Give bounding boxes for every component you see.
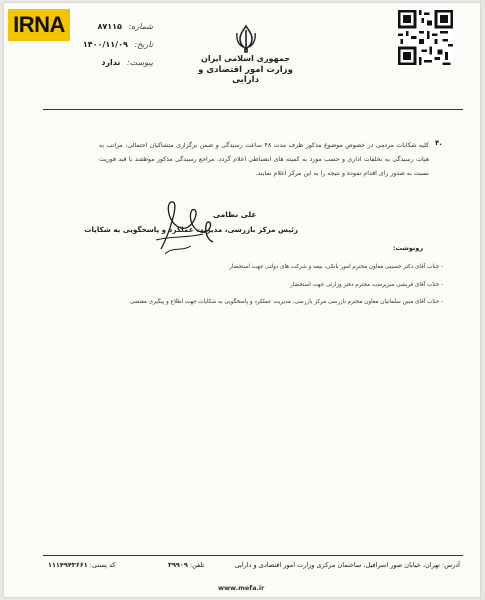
footer-divider bbox=[43, 555, 463, 556]
signer-name: علی نظامی bbox=[213, 210, 257, 219]
attachment-value: ندارد bbox=[101, 58, 121, 67]
republic-name: جمهوری اسلامی ایران bbox=[201, 54, 290, 63]
letter-number-row bbox=[98, 22, 153, 31]
letter-body: کلیه شکایات مردمی در خصوص موضوع مذکور ظرف مدت ۴۸ ساعت رسیدگی و ضمن برگزاری متشاکیان احتمالی، مراتب به هیات رسیدگی به تخلفات اداری و حسب مورد به کمیته های انضباطی اعلام گردد. مراجع رسیدگی مذکور موظفند با قید فوریت نسبت به صدور رای اقدام نموده و نتیجه را به این مرکز اعلام نمایند. bbox=[99, 142, 429, 177]
footer-postal: ۱۱۱۴۹۴۳۶۶۱ bbox=[48, 561, 88, 569]
cc-item: - جناب آقای دکتر حسینی معاون محترم امور بانکی، بیمه و شرکت های دولتی جهت استحضار bbox=[229, 264, 443, 270]
letter-date-label: تاریخ: bbox=[134, 40, 153, 49]
footer-address: آدرس: تهران، خیابان صور اسرافیل، ساختمان مرکزی وزارت امور اقتصادی و دارایی bbox=[234, 561, 460, 569]
ministry-header bbox=[188, 54, 303, 85]
signer-title: رئیس مرکز بازرسی، مدیریت عملکرد و پاسخگویی به شکایات bbox=[84, 225, 298, 234]
ministry-website: www.mefa.ir bbox=[218, 584, 265, 592]
footer-phone-group bbox=[168, 561, 204, 569]
cc-item: - جناب آقای قریشی سرپرست محترم دفتر وزارتی جهت استحضار bbox=[289, 282, 443, 288]
iran-emblem-icon bbox=[234, 24, 258, 54]
irna-watermark: IRNA bbox=[8, 9, 70, 41]
letter-number-value: ۸۷۱۱۵ bbox=[97, 22, 122, 31]
attachment-row bbox=[101, 58, 153, 67]
header-divider bbox=[43, 109, 463, 110]
ministry-name: وزارت امور اقتصادی و دارایی bbox=[198, 65, 293, 85]
item-number: ۴. bbox=[435, 139, 442, 147]
qr-code-icon bbox=[398, 10, 453, 65]
letter-page bbox=[3, 2, 481, 598]
letter-number-label: شماره: bbox=[128, 22, 153, 31]
letter-date-row bbox=[83, 40, 153, 49]
cc-heading: رونوشت: bbox=[393, 244, 424, 252]
footer-phone: ۳۹۹۰۹ bbox=[168, 561, 188, 569]
footer-phone-label: تلفن: bbox=[189, 561, 205, 569]
attachment-label: پیوست: bbox=[126, 58, 153, 67]
letter-date-value: ۱۴۰۰/۱۱/۰۹ bbox=[82, 40, 128, 49]
cc-item: - جناب آقای مبین سلمانیان معاون محترم بازرسی مرکز بازرسی، مدیریت عملکرد و پاسخگویی به شکایات جهت اطلاع و پیگیری مقتضی bbox=[129, 299, 443, 305]
footer-postal-group bbox=[48, 561, 116, 569]
footer-postal-label: کد پستی: bbox=[89, 561, 116, 569]
letter-footer bbox=[48, 559, 460, 573]
